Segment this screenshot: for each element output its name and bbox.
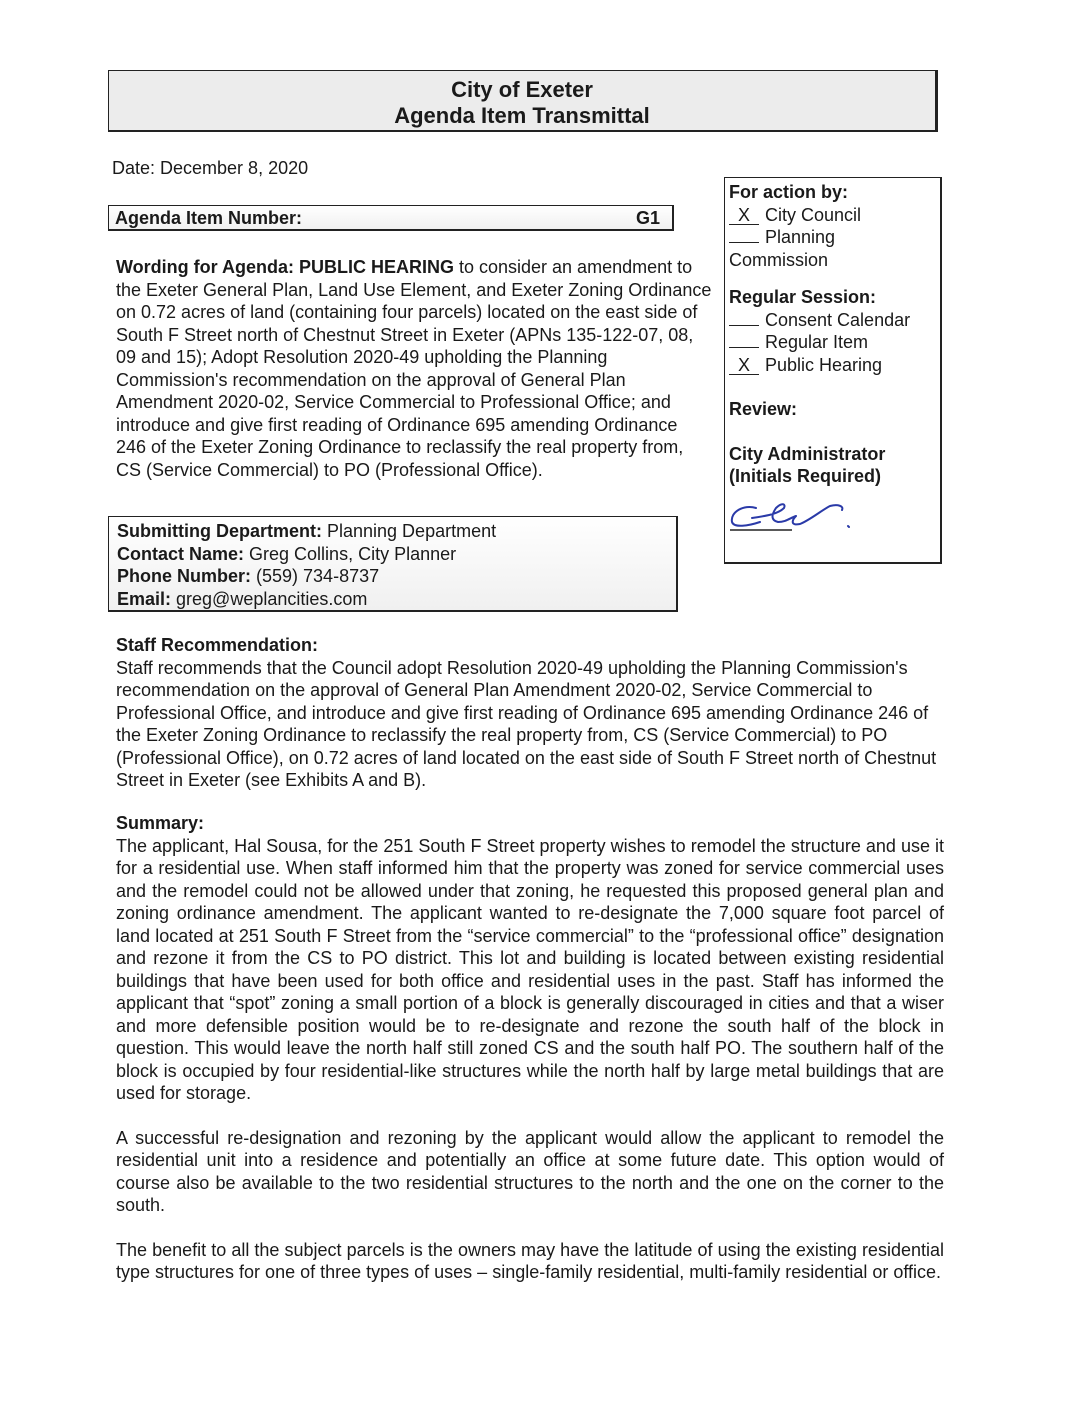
regular-item-label: Regular Item: [765, 332, 869, 352]
dept-row: [117, 520, 668, 543]
city-title: City of Exeter: [451, 77, 593, 102]
public-hearing-checkbox[interactable]: X: [729, 356, 759, 375]
summary-paragraph-2: A successful re-designation and rezoning by the applicant would allow the applicant to remodel the residential unit into a residence and potentially an office at some future date. This option would of course also be available to the two residential structures to the north and the one on the corner to the south.: [116, 1127, 944, 1215]
dept-label: Submitting Department:: [117, 521, 322, 541]
summary-section: [116, 812, 944, 1284]
review-heading: Review:: [729, 399, 798, 419]
regular-item-checkbox[interactable]: [729, 331, 759, 348]
agenda-wording: [116, 256, 712, 481]
contact-row: [117, 543, 668, 566]
contact-value: Greg Collins, City Planner: [244, 543, 457, 564]
contact-label: Contact Name:: [117, 543, 245, 564]
regular-session-heading: Regular Session:: [729, 287, 877, 307]
city-council-checkbox[interactable]: X: [729, 206, 759, 225]
staff-rec-text: Staff recommends that the Council adopt Resolution 2020-49 upholding the Planning Commission's recommendation on the approval of General Plan Amendment 2020-02, Service Commercial to Professional Office, and introduce and give first reading of Ordinance 695 amending Ordinance 246 of the Exeter Zoning Ordinance to reclassify the real property from, CS (Service Commercial) to PO (Professional Office), on 0.72 acres of land located on the east side of South F Street north of Chestnut Street in Exeter (see Exhibits A and B).: [116, 657, 937, 790]
initials-signature: [726, 496, 866, 540]
public-hearing-label: Public Hearing: [765, 354, 883, 375]
email-value: greg@weplancities.com: [171, 588, 368, 609]
phone-value: (559) 734-8737: [251, 566, 380, 586]
summary-paragraph-1: The applicant, Hal Sousa, for the 251 South F Street property wishes to remodel the structure and use it for a residential use. When staff informed him that the property was zoned for service commercial uses and the remodel could not be allowed under that zoning, he requested this proposed general plan and zoning ordinance amendment. The applicant wanted to re-designate the 7,000 square foot parcel of land located at 251 South F Street from the “service commercial” to the “professional office” designation and rezone it from the CS to PO district. This lot and building is located between existing residential buildings that have been used for both office and residential uses in the past. Staff has informed the applicant that “spot” zoning a small portion of a block is generally discouraged in cities and that a wiser and more defensible position would be to re-designate and rezone the south half of the block in question. This would leave the north half still zoned CS and the south half PO. The southern half of the block is occupied by four residential-like structures while the north half by large metal buildings that are used for storage.: [116, 835, 944, 1103]
transmittal-title: Agenda Item Transmittal: [394, 103, 650, 128]
planning-row: [729, 226, 936, 249]
city-council-label: City Council: [765, 204, 862, 225]
agenda-item-number-box: [108, 205, 674, 231]
public-hearing-row: [729, 354, 936, 377]
planning-label: Planning: [765, 227, 836, 247]
wording-label: Wording for Agenda: PUBLIC HEARING: [116, 257, 454, 277]
dept-value: Planning Department: [322, 521, 497, 541]
for-action-heading: For action by:: [729, 182, 849, 202]
city-council-row: [729, 204, 936, 227]
staff-recommendation-section: [116, 634, 944, 792]
summary-heading: Summary:: [116, 813, 205, 833]
planning-checkbox[interactable]: [729, 226, 759, 243]
phone-label: Phone Number:: [117, 566, 252, 586]
submitting-info-box: [108, 516, 678, 612]
phone-row: [117, 565, 668, 588]
date-line: Date: December 8, 2020: [112, 158, 309, 178]
admin-heading-line2: (Initials Required): [729, 466, 882, 486]
agenda-item-value: G1: [635, 208, 660, 228]
consent-row: [729, 309, 936, 332]
regular-item-row: [729, 331, 936, 354]
title-box: [108, 70, 938, 132]
summary-paragraph-3: The benefit to all the subject parcels is the owners may have the latitude of using the existing residential type structures for one of three types of uses – single-family residential, multi-family residential or office.: [116, 1239, 944, 1282]
email-row: [117, 588, 668, 611]
staff-rec-heading: Staff Recommendation:: [116, 635, 319, 655]
email-label: Email:: [117, 588, 172, 609]
consent-checkbox[interactable]: [729, 309, 759, 326]
wording-text: to consider an amendment to the Exeter General Plan, Land Use Element, and Exeter Zoning Ordinance on 0.72 acres of land (containing four parcels) located on the east side of South F Street north of Chestnut Street in Exeter (APNs 135-122-07, 08, 09 and 15); Adopt Resolution 2020-49 upholding the Planning Commission's recommendation on the approval of General Plan Amendment 2020-02, Service Commercial to Professional Office; and introduce and give first reading of Ordinance 695 amending Ordinance 246 of the Exeter Zoning Ordinance to reclassify the real property from, CS (Service Commercial) to PO (Professional Office).: [116, 257, 712, 480]
consent-label: Consent Calendar: [765, 309, 911, 330]
admin-heading-line1: City Administrator: [729, 443, 886, 464]
agenda-item-label: Agenda Item Number:: [115, 208, 303, 228]
commission-label: Commission: [729, 249, 829, 270]
